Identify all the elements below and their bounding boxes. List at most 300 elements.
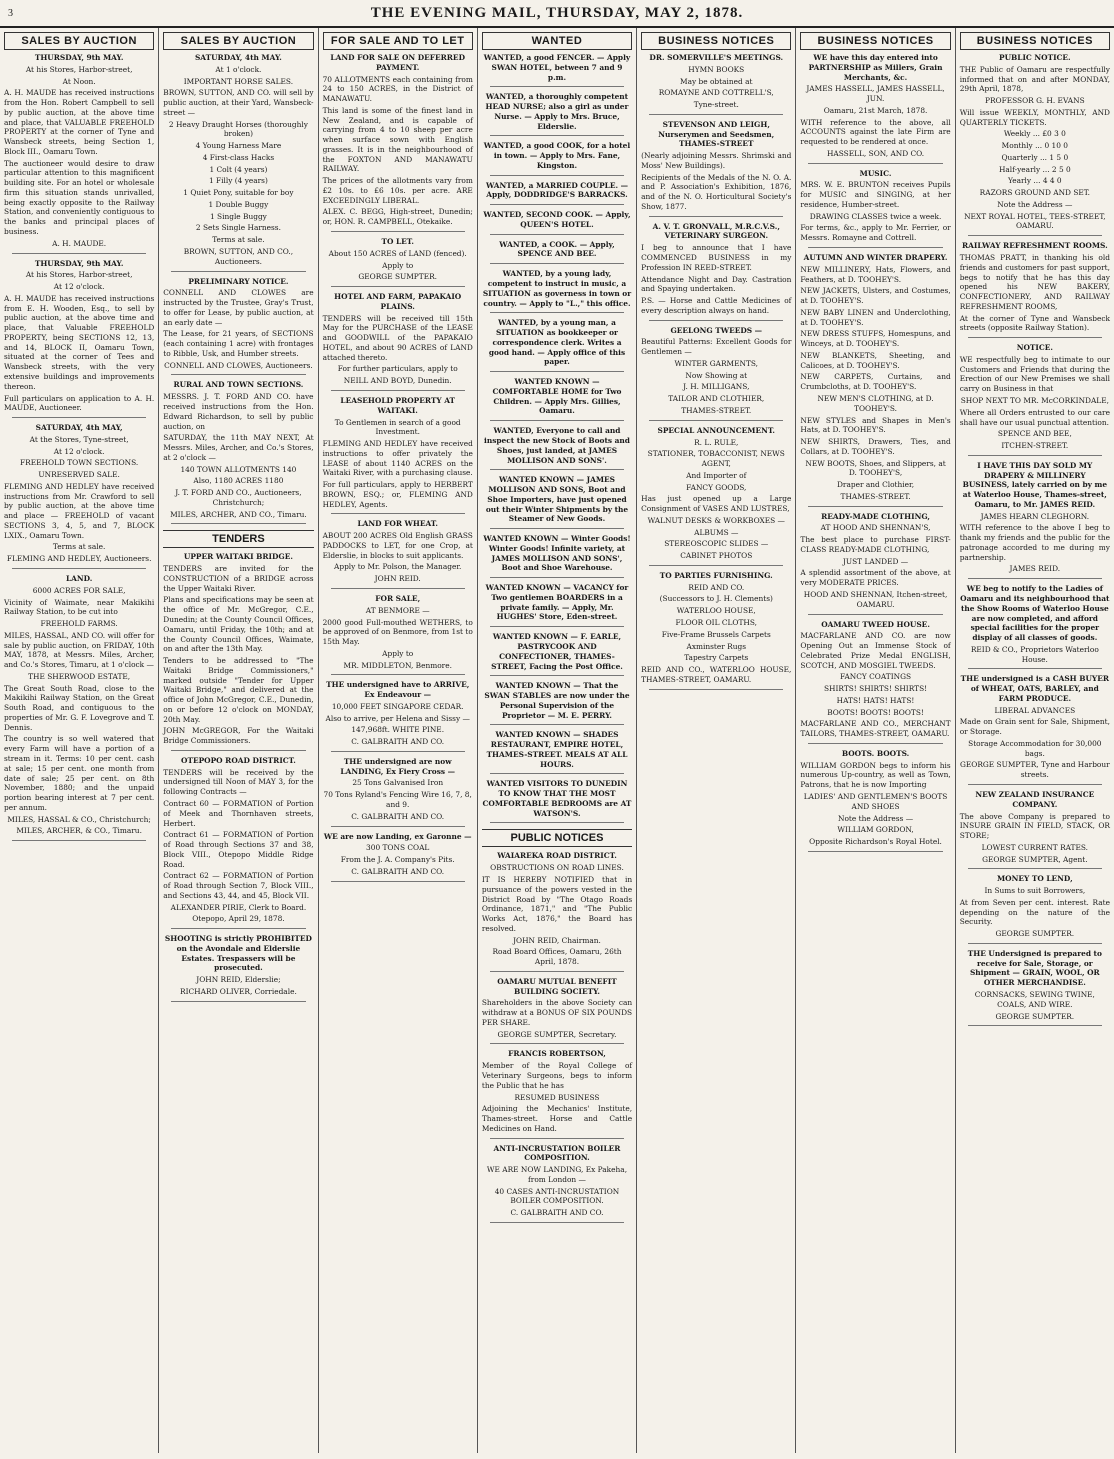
ad-line: Yearly ... 4 4 0 <box>1008 176 1062 186</box>
ad-line: The country is so well watered that every Farm will have a portion of a stream in it. Terms: 10 per cent. cash at sale; 15 per cent. one month from date of sale; 25 per cent. on 8th November, 1880; and the unpaid portion bearing interest at 7 per cent. per annum. <box>4 734 155 812</box>
ad-divider <box>649 565 783 566</box>
ad-divider <box>490 724 624 725</box>
column-6 <box>796 28 955 1453</box>
advertisement <box>323 680 473 747</box>
ad-line: 10,000 FEET SINGAPORE CEDAR. <box>331 701 464 711</box>
ad-line: SPENCE AND BEE, <box>997 429 1072 439</box>
ad-line: WANTED KNOWN — Winter Goods! Winter Goods! Infinite variety, at JAMES MOLLISON AND SONS', Boot and Shoe Warehouse. <box>483 534 631 573</box>
ad-line: MILES, HASSAL & CO., Christchurch; <box>7 814 151 824</box>
ad-line: AT HOOD AND SHENNAN'S, <box>820 523 931 533</box>
ad-line: RAZORS GROUND AND SET. <box>979 188 1090 198</box>
ad-line: FRANCIS ROBERTSON, <box>508 1049 606 1059</box>
ad-divider <box>331 390 465 391</box>
advertisement <box>163 552 313 746</box>
ad-line: (Nearly adjoining Messrs. Shrimski and Moss' New Buildings). <box>641 151 792 170</box>
advertisement <box>960 343 1110 451</box>
ad-line: Will issue WEEKLY, MONTHLY, AND QUARTERLY TICKETS. <box>959 107 1110 127</box>
ad-line: CABINET PHOTOS <box>680 551 753 561</box>
ad-line: Note the Address — <box>997 199 1073 209</box>
ad-line: LEASEHOLD PROPERTY AT WAITAKI. <box>340 395 456 415</box>
ad-line: FLEMING AND HEDLEY, Auctioneers. <box>6 554 152 564</box>
ad-line: JAMES HEARN CLEGHORN. <box>980 511 1090 521</box>
ad-divider <box>649 216 783 217</box>
ad-line: Quarterly ... 1 5 0 <box>1001 152 1069 162</box>
ad-line: LAND FOR SALE ON DEFERRED PAYMENT. <box>330 53 465 72</box>
ad-list <box>482 53 632 823</box>
advertisement <box>960 874 1110 939</box>
ad-line: ALEXANDER PIRIE, Clerk to Board. <box>170 902 307 912</box>
advertisement <box>800 253 950 502</box>
ad-divider <box>171 750 305 751</box>
ad-line: 1 Single Buggy <box>209 211 267 221</box>
ad-line: MR. MIDDLETON, Benmore. <box>343 660 452 670</box>
ad-divider <box>968 1025 1102 1026</box>
ad-line: Half-yearly ... 2 5 0 <box>998 164 1071 174</box>
ad-line: MONEY TO LEND, <box>996 874 1073 884</box>
ad-line: IT IS HEREBY NOTIFIED that in pursuance of the powers vested in the District Road by "The Otago Roads Ordinance, 1871," and "The Public Works Act, 1876," the Board has resolved. <box>481 875 633 933</box>
ad-divider <box>490 1222 624 1223</box>
column-2 <box>159 28 318 1453</box>
ad-line: THE undersigned are now LANDING, Ex Fiery Cross — <box>340 756 456 776</box>
advertisement <box>323 53 473 227</box>
ad-line: WILLIAM GORDON begs to inform his numerous Up-country, as well as Town, Patrons, that he is now Importing <box>800 760 951 790</box>
ad-line: A. H. MAUDE. <box>52 238 107 248</box>
advertisement <box>163 277 313 371</box>
ad-line: NEW MILLINERY, Hats, Flowers, and Feathers, at D. TOOHEY'S. <box>800 264 951 284</box>
ad-line: GEORGE SUMPTER. <box>995 1011 1075 1021</box>
advertisement <box>641 571 791 685</box>
ad-line: GEORGE SUMPTER, Tyne and Harbour streets. <box>959 760 1110 780</box>
ad-line: GEORGE SUMPTER, Agent. <box>982 854 1088 864</box>
advertisement <box>4 423 154 564</box>
advertisement <box>641 326 791 416</box>
ad-line: ABOUT 200 ACRES Old English GRASS PADDOCKS to LET, for one Crop, at Elderslie, in blocks to suit applicants. <box>322 531 473 560</box>
ad-divider <box>331 231 465 232</box>
ad-line: UNRESERVED SALE. <box>38 470 120 480</box>
ad-line: Shareholders in the above Society can withdraw at a BONUS OF SIX POUNDS PER SHARE. <box>481 998 633 1027</box>
ad-line: WILLIAM GORDON, <box>837 825 914 835</box>
ad-line: In Sums to suit Borrowers, <box>984 886 1086 896</box>
column-header: BUSINESS NOTICES <box>641 32 791 50</box>
advertisement <box>482 1049 632 1133</box>
ad-line: C. GALBRAITH AND CO. <box>351 811 445 821</box>
ad-line: TO PARTIES FURNISHING. <box>659 570 773 580</box>
ad-divider <box>171 374 305 375</box>
ad-line: The auctioneer would desire to draw particular attention to this magnificent building site. For an hotel or wholesale firm this situation stands unrivalled, being exactly opposite to the Railway Station, and conveniently contiguous to the banks and principal places of business. <box>4 158 155 237</box>
ad-line: GEORGE SUMPTER, Secretary. <box>497 1029 617 1039</box>
ad-divider <box>968 578 1102 579</box>
advertisement <box>4 574 154 836</box>
advertisement <box>482 426 632 465</box>
ad-line: 1 Filly (4 years) <box>208 176 268 186</box>
ad-line: ANTI-INCRUSTATION BOILER COMPOSITION. <box>493 1143 621 1163</box>
ad-line: THE undersigned have to ARRIVE, Ex Endeavour — <box>326 680 470 700</box>
ad-line: 1 Double Buggy <box>208 199 269 209</box>
ad-divider <box>808 163 942 164</box>
ad-divider <box>331 588 465 589</box>
ad-divider <box>808 247 942 248</box>
ad-divider <box>490 234 624 235</box>
ad-line: THE undersigned is a CASH BUYER of WHEAT, OATS, BARLEY, and FARM PRODUCE. <box>960 674 1109 703</box>
ad-line: C. GALBRAITH AND CO. <box>351 737 445 747</box>
column-header: SALES BY AUCTION <box>163 32 313 50</box>
ad-line: THAMES-STREET. <box>681 405 752 415</box>
advertisement <box>482 779 632 818</box>
ad-line: WANTED KNOWN — VACANCY for Two gentlemen BOARDERS in a private family. — Apply, Mr. HUGHES' Store, Eden-street. <box>485 583 629 622</box>
ad-line: WANTED VISITORS TO DUNEDIN TO KNOW THAT THE MOST COMFORTABLE BEDROOMS are AT WATSON'S. <box>482 779 632 818</box>
ad-line: This land is some of the finest land in New Zealand, and is capable of carrying from 4 to 10 sheep per acre when surface sown with English grasses. It is in the neighbourhood of the FOXTON AND MANAWATU RAILWAY. <box>322 105 473 174</box>
page-number: 3 <box>8 7 14 19</box>
ad-line: JOHN REID. <box>374 574 421 584</box>
ad-line: OAMARU TWEED HOUSE. <box>821 619 930 629</box>
ad-divider <box>171 928 305 929</box>
ad-line: At 12 o'clock. <box>53 282 105 292</box>
ad-list <box>163 53 313 524</box>
ad-line: I HAVE THIS DAY SOLD MY DRAPERY & MILLINERY BUSINESS, lately carried on by me at Waterloo House, Thames-street, Oamaru, to Mr. JAMES REID. <box>962 460 1108 509</box>
ad-divider <box>490 971 624 972</box>
ad-line: RAILWAY REFRESHMENT ROOMS. <box>961 241 1108 251</box>
advertisement <box>482 1144 632 1218</box>
ad-line: THE Undersigned is prepared to receive for Sale, Storage, or Shipment — GRAIN, WOOL, OR OTHER MERCHANDISE. <box>967 948 1102 988</box>
ad-line: Where all Orders entrusted to our care shall have our usual punctual attention. <box>959 407 1110 427</box>
ad-line: Tyne-street. <box>693 100 739 110</box>
column-header: WANTED <box>482 32 632 50</box>
ad-divider <box>968 337 1102 338</box>
advertisement <box>641 120 791 212</box>
ad-line: LIBERAL ADVANCES <box>994 705 1076 715</box>
ad-line: I beg to announce that I have COMMENCED BUSINESS in my Profession IN REED-STREET. <box>641 243 792 272</box>
ad-divider <box>171 523 305 524</box>
ad-line: To Gentlemen in search of a good Investment. <box>334 417 461 437</box>
ad-line: NEW STYLES and Shapes in Men's Hats, at D. TOOHEY'S. <box>800 415 951 435</box>
ad-divider <box>649 689 783 690</box>
ad-line: IMPORTANT HORSE SALES. <box>183 76 294 86</box>
column-7 <box>956 28 1114 1453</box>
ad-line: At 1 o'clock. <box>215 64 262 74</box>
advertisement <box>323 237 473 282</box>
ad-line: At 12 o'clock. <box>53 446 105 456</box>
ad-line: NEW ZEALAND INSURANCE COMPANY. <box>975 790 1095 809</box>
ad-line: NEW MEN'S CLOTHING, at D. TOOHEY'S. <box>817 393 934 413</box>
ad-line: RICHARD OLIVER, Corriedale. <box>180 987 297 997</box>
ad-line: THURSDAY, 9th MAY. <box>34 258 124 268</box>
ad-line: SATURDAY, 4th MAY. <box>194 53 282 62</box>
ad-divider <box>968 784 1102 785</box>
ad-divider <box>490 175 624 176</box>
ad-line: Axminster Rugs <box>686 641 747 651</box>
ad-line: AUTUMN AND WINTER DRAPERY. <box>803 253 948 263</box>
ad-divider <box>968 235 1102 236</box>
ad-line: PROFESSOR G. H. EVANS <box>984 96 1085 106</box>
section-header-public-notices: PUBLIC NOTICES <box>482 829 632 847</box>
advertisement <box>323 519 473 584</box>
ad-line: FLEMING AND HEDLEY have received instructions to offer privately the LEASE of about 1140 ACRES on the Waitaki River, with a purchasing clause. <box>322 439 473 478</box>
ad-divider <box>649 320 783 321</box>
ad-line: WE are now Landing, ex Garonne — <box>323 831 472 841</box>
ad-line: WE respectfully beg to intimate to our Customers and Friends that during the Erection of our New Premises we shall carry on Business in that <box>959 354 1110 394</box>
ad-line: TENDERS are invited for the CONSTRUCTION of a BRIDGE across the Upper Waitaki River. <box>163 564 314 593</box>
column-header: SALES BY AUCTION <box>4 32 154 50</box>
ad-line: WANTED KNOWN — That the SWAN STABLES are now under the Personal Supervision of the Proprietor — M. E. PERRY. <box>484 681 630 720</box>
ad-line: DRAWING CLASSES twice a week. <box>809 211 942 221</box>
ad-line: A. H. MAUDE has received instructions from the Hon. Robert Campbell to sell by public auction, at the above time and place, that VALUABLE FREEHOLD PROPERTY at the corner of Tyne and Wansbeck streets, being Section 1, Block III., Oamaru Town. <box>4 88 155 156</box>
ad-line: WANTED, Everyone to call and inspect the new Stock of Boots and Shoes, just landed, at JAMES MOLLISON AND SONS'. <box>484 426 630 465</box>
ad-line: SATURDAY, the 11th MAY NEXT, At Messrs. Miles, Archer, and Co.'s Stores, at 2 o'clock — <box>163 433 314 462</box>
ad-line: C. GALBRAITH AND CO. <box>510 1208 604 1218</box>
ad-line: 1 Colt (4 years) <box>209 164 268 174</box>
advertisement <box>163 53 313 267</box>
ad-line: 4 First-class Hacks <box>202 152 275 162</box>
ad-line: HASSELL, SON, AND CO. <box>826 148 925 158</box>
ad-line: Terms at sale. <box>52 542 106 552</box>
ad-divider <box>331 286 465 287</box>
ad-line: MESSRS. J. T. FORD AND CO. have received instructions from the Hon. Edward Richardson, to sell by public auction, on <box>163 392 314 431</box>
ad-line: Apply to <box>382 648 414 658</box>
advertisement <box>323 594 473 670</box>
ad-line: WANTED, SECOND COOK. — Apply, QUEEN'S HOTEL. <box>483 210 631 229</box>
ad-line: NEW SHIRTS, Drawers, Ties, and Collars, at D. TOOHEY'S. <box>800 437 951 456</box>
column-5 <box>637 28 796 1453</box>
ad-line: NOTICE. <box>1016 343 1053 353</box>
ad-line: Also to arrive, per Helena and Sissy — <box>325 713 470 723</box>
ad-line: WANTED KNOWN — COMFORTABLE HOME for Two Children. — Apply Mrs. Gillies, Oamaru. <box>492 377 622 416</box>
advertisement <box>482 141 632 170</box>
ad-line: At the Stores, Tyne-street, <box>29 434 129 444</box>
ad-divider <box>490 263 624 264</box>
ad-line: JOHN REID, Elderslie; <box>196 975 281 985</box>
advertisement <box>482 632 632 671</box>
advertisement <box>163 756 313 924</box>
ad-line: CONNELL AND CLOWES are instructed by the Trustee, Gray's Trust, to offer for Lease, by public auction, at an early date — <box>163 288 314 327</box>
ad-line: WANTED, by a young lady, competent to instruct in music, a SITUATION as governess in town or country. — Apply to "L.," this office. <box>482 269 632 308</box>
ad-line: FREEHOLD TOWN SECTIONS. <box>20 458 139 468</box>
ad-line: FLOOR OIL CLOTHS, <box>675 617 757 627</box>
ad-line: Oamaru, 21st March, 1878. <box>823 105 928 115</box>
ad-line: WANTED, a thoroughly competent HEAD NURSE; also a girl as under Nurse. — Apply to Mrs. Bruce, Elderslie. <box>485 92 629 131</box>
ad-line: At his Stores, Harbor-street, <box>25 270 133 280</box>
ad-line: RESUMED BUSINESS <box>514 1092 600 1102</box>
advertisement <box>323 292 473 386</box>
ad-line: MILES, ARCHER, AND CO., Timaru. <box>170 509 307 519</box>
advertisement <box>960 461 1110 574</box>
ad-divider <box>808 506 942 507</box>
column-header: FOR SALE AND TO LET <box>323 32 473 50</box>
ad-line: FOR SALE, <box>375 593 421 603</box>
ad-line: The Great South Road, close to the Makikihi Railway Station, on the Great South Road, and contiguous to the properties of Mr. G. F. Lovegrove and T. Dennis. <box>4 683 155 732</box>
ad-line: UPPER WAITAKI BRIDGE. <box>183 552 293 562</box>
ad-divider <box>968 868 1102 869</box>
ad-line: 40 CASES ANTI-INCRUSTATION BOILER COMPOSITION. <box>494 1186 620 1206</box>
ad-line: Vicinity of Waimate, near Makikihi Railway Station, to be cut into <box>4 597 155 617</box>
ad-line: NEW CARPETS, Curtains, and Crumbcloths, at D. TOOHEY'S. <box>800 372 951 392</box>
ad-line: WITH reference to the above, all ACCOUNTS against the late Firm are requested to be rendered at once. <box>800 117 951 147</box>
ad-line: MACFARLANE AND CO. are now Opening Out an Immense Stock of Celebrated Prize Medal ENGLISH, SCOTCH, AND MOSGIEL TWEEDS. <box>800 631 951 670</box>
advertisement <box>482 681 632 720</box>
ad-line: CONNELL AND CLOWES, Auctioneers. <box>164 360 313 370</box>
ad-line: HATS! HATS! HATS! <box>836 695 915 705</box>
ad-divider <box>490 528 624 529</box>
ad-line: TAILOR AND CLOTHIER, <box>668 394 765 404</box>
ad-line: FLEMING AND HEDLEY have received instructions from Mr. Crawford to sell by public auction, at the above time and place — FREEHOLD of vacant SECTIONS 3, 4, 5, and 7, BLOCK LXIX., Oamaru Town. <box>4 481 155 540</box>
advertisement <box>4 53 154 249</box>
ad-line: (Successors to J. H. Clements) <box>659 594 773 604</box>
ad-line: DR. SOMERVILLE'S MEETINGS. <box>649 53 784 62</box>
ad-divider <box>808 614 942 615</box>
ad-line: THE Public of Oamaru are respectfully informed that on and after MONDAY, 29th April, 1878, <box>959 64 1110 94</box>
ad-divider <box>331 513 465 514</box>
ad-line: 140 TOWN ALLOTMENTS 140 <box>180 464 297 474</box>
ad-line: NEILL AND BOYD, Dunedin. <box>343 376 452 386</box>
ad-line: At his Stores, Harbor-street, <box>25 64 133 74</box>
ad-divider <box>490 312 624 313</box>
ad-line: 1 Quiet Pony, suitable for boy <box>183 188 294 198</box>
ad-line: Has just opened up a Large Consignment of VASES AND LUSTRES, <box>641 494 792 514</box>
ad-line: OBSTRUCTIONS ON ROAD LINES. <box>490 863 624 873</box>
ad-line: JOHN McGREGOR, For the Waitaki Bridge Commissioners. <box>163 726 314 746</box>
section-header-tenders: TENDERS <box>163 530 313 548</box>
ad-line: Apply to <box>382 260 414 270</box>
advertisement <box>800 169 950 243</box>
ad-line: JAMES HASSELL, JAMES HASSELL, JUN. <box>806 84 945 104</box>
ad-line: From the J. A. Company's Pits. <box>340 855 455 865</box>
advertisement <box>482 240 632 260</box>
ad-line: 147,968ft. WHITE PINE. <box>351 725 445 735</box>
ad-divider <box>649 420 783 421</box>
advertisement <box>482 181 632 201</box>
ad-line: 6000 ACRES FOR SALE, <box>32 585 126 595</box>
ad-line: GEORGE SUMPTER. <box>358 272 438 282</box>
column-header: BUSINESS NOTICES <box>800 32 950 50</box>
ad-line: For further particulars, apply to <box>337 364 458 374</box>
ad-line: Draper and Clothier, <box>836 480 915 490</box>
ad-divider <box>968 455 1102 456</box>
ad-line: A splendid assortment of the above, at very MODERATE PRICES. <box>800 568 951 588</box>
ad-line: HOOD AND SHENNAN, Itchen-street, OAMARU. <box>803 589 948 609</box>
ad-divider <box>490 1138 624 1139</box>
ad-line: R. L. RULE, <box>694 437 739 447</box>
ad-line: REID AND CO. <box>688 582 745 592</box>
advertisement <box>641 222 791 316</box>
ad-line: WAIAREKA ROAD DISTRICT. <box>497 851 617 861</box>
ad-line: 70 Tons Ryland's Fencing Wire 16, 7, 8, and 9. <box>323 790 472 809</box>
masthead <box>0 0 1114 28</box>
ad-line: REID & CO., Proprietors Waterloo House. <box>970 644 1099 664</box>
ad-line: Contract 62 — FORMATION of Portion of Road through Section 7, Block VIII., and Sections 43, 44, and 45, Block VII. <box>163 871 314 900</box>
ad-line: Tapestry Carpets <box>684 653 749 663</box>
ad-line: WE ARE NOW LANDING, Ex Pakeha, from London — <box>486 1165 628 1184</box>
column-3 <box>319 28 478 1453</box>
ad-line: Full particulars on application to A. H. MAUDE, Auctioneer. <box>4 393 155 413</box>
ad-line: Five-Frame Brussels Carpets <box>661 629 771 639</box>
ad-list <box>960 53 1110 1026</box>
ad-line: WANTED, a good COOK, for a hotel in town. — Apply to Mrs. Fane, Kingston. <box>483 141 631 170</box>
ad-line: TO LET. <box>381 237 414 247</box>
advertisement <box>323 832 473 877</box>
ad-list <box>800 53 950 852</box>
ad-line: MACFARLANE AND CO., MERCHANT TAILORS, THAMES-STREET, OAMARU. <box>800 719 951 739</box>
ad-line: Storage Accommodation for 30,000 bags. <box>968 738 1102 758</box>
ad-divider <box>490 469 624 470</box>
ad-line: At Noon. <box>62 76 96 86</box>
ad-line: BROWN, SUTTON, AND CO. will sell by public auction, at their Yard, Wansbeck-street — <box>163 88 314 117</box>
ad-divider <box>331 881 465 882</box>
ad-line: TENDERS will be received by the undersigned till Noon of MAY 3, for the following Contracts — <box>163 767 314 797</box>
ad-line: 25 Tons Galvanised Iron <box>352 778 444 788</box>
column-4 <box>478 28 637 1453</box>
ad-line: About 150 ACRES of LAND (fenced). <box>328 248 467 258</box>
advertisement <box>482 730 632 769</box>
ad-list <box>323 53 473 882</box>
ad-line: Recipients of the Medals of the N. O. A. and P. Association's Exhibition, 1876, and of the N. O. Horticultural Society's Show, 1877. <box>641 172 792 211</box>
ad-line: 4 Young Harness Mare <box>195 141 282 151</box>
advertisement <box>482 53 632 82</box>
ad-line: Contract 61 — FORMATION of Portion of Road through Sections 37 and 38, Block VIII., Otepopo Middle Ridge Road. <box>163 830 314 869</box>
ad-line: Made on Grain sent for Sale, Shipment, or Storage. <box>959 717 1110 737</box>
ad-line: ALEX. C. BEGG, High-street, Dunedin; or, HON. R. CAMPBELL, Otekaike. <box>322 207 473 227</box>
ad-line: FANCY GOODS, <box>686 482 747 492</box>
advertisement <box>960 241 1110 333</box>
advertisement <box>800 512 950 610</box>
ad-divider <box>12 840 146 841</box>
ad-line: LAND FOR WHEAT. <box>357 519 438 529</box>
ad-line: The above Company is prepared to INSURE GRAIN IN FIELD, STACK, OR STORE; <box>959 811 1110 841</box>
ad-divider <box>490 626 624 627</box>
ad-line: WE beg to notify to the Ladies of Oamaru and its neighbourhood that the Show Rooms of Waterloo House are now completed, and afford special facilities for the proper display of all classes of goods. <box>960 584 1110 643</box>
ad-line: STEREOSCOPIC SLIDES — <box>664 539 769 549</box>
ad-line: READY-MADE CLOTHING, <box>821 511 930 521</box>
ad-line: TENDERS will be received till 15th May for the PURCHASE of the LEASE and GOODWILL of the PAPAKAIO HOTEL, and about 90 ACRES of LAND attached thereto. <box>322 313 473 362</box>
ad-line: REID AND CO., WATERLOO HOUSE, THAMES-STREET, OAMARU. <box>641 665 792 684</box>
ad-line: WE have this day entered into PARTNERSHIP as Millers, Grain Merchants, &c. <box>808 53 943 82</box>
advertisement <box>4 259 154 413</box>
ad-line: BROWN, SUTTON, AND CO., Auctioneers. <box>183 247 294 266</box>
ad-line: 70 ALLOTMENTS each containing from 24 to 150 ACRES, in the District of MANAWATU. <box>322 74 473 104</box>
ad-line: WANTED, a good FENCER. — Apply SWAN HOTEL, between 7 and 9 p.m. <box>483 53 631 82</box>
ad-divider <box>171 1001 305 1002</box>
ad-line: P.S. — Horse and Cattle Medicines of every description always on hand. <box>641 296 792 315</box>
ad-line: WANTED KNOWN — JAMES MOLLISON AND SONS, Boot and Shoe Importers, have just opened out their Winter Shipments by the Steamer of New Goods. <box>485 475 629 524</box>
ad-line: WANTED, a COOK. — Apply, SPENCE AND BEE. <box>499 239 615 259</box>
ad-line: Attendance Night and Day. Castration and Spaying undertaken. <box>641 274 792 294</box>
advertisement <box>163 380 313 519</box>
advertisement <box>641 426 791 561</box>
ad-divider <box>808 743 942 744</box>
ad-line: NEW BOOTS, Shoes, and Slippers, at D. TOOHEY'S, <box>805 458 946 478</box>
ad-line: Otepopo, April 29, 1878. <box>192 914 285 924</box>
ad-line: WINTER GARMENTS, <box>674 358 759 368</box>
ad-line: SHIRTS! SHIRTS! SHIRTS! <box>823 684 928 694</box>
ad-line: J. H. MILLIGANS, <box>683 382 750 392</box>
ad-line: Beautiful Patterns: Excellent Goods for Gentlemen — <box>641 337 792 357</box>
ad-line: SATURDAY, 4th MAY, <box>35 423 123 433</box>
ad-line: WANTED, a MARRIED COUPLE. — Apply, DODDRIDGE'S BARRACKS. <box>485 180 629 200</box>
ad-line: WANTED KNOWN — F. EARLE, PASTRYCOOK AND CONFECTIONER, THAMES-STREET, Facing the Post Office. <box>491 632 623 671</box>
ad-line: STEVENSON AND LEIGH, Nurserymen and Seedsmen, THAMES-STREET <box>658 119 775 149</box>
ad-line: Adjoining the Mechanics' Institute, Thames-street. Horse and Cattle Medicines on Hand. <box>481 1104 633 1133</box>
ad-divider <box>490 1043 624 1044</box>
ad-line: Contract 60 — FORMATION of Portion of Meek and Thornhaven streets, Herbert. <box>163 799 314 828</box>
ad-line: A. V. T. GRONVALL, M.R.C.V.S., VETERINARY SURGEON. <box>652 221 780 241</box>
ad-divider <box>490 86 624 87</box>
ad-line: WALNUT DESKS & WORKBOXES — <box>647 515 785 525</box>
advertisement <box>960 674 1110 780</box>
ad-line: J. T. FORD AND CO., Auctioneers, Christchurch; <box>175 488 302 507</box>
ad-line: HYMN BOOKS <box>688 64 745 74</box>
ad-line: MILES, HASSAL, AND CO. will offer for sale by public auction, on FRIDAY, 10th MAY, 1878, at Messrs. Miles, Archer, and Co.'s Stores, Timaru, at 1 o'clock — <box>4 630 155 670</box>
advertisement <box>482 534 632 573</box>
advertisement <box>323 396 473 509</box>
ad-line: For terms, &c., apply to Mr. Ferrier, or Messrs. Romayne and Cottrell. <box>800 223 951 243</box>
